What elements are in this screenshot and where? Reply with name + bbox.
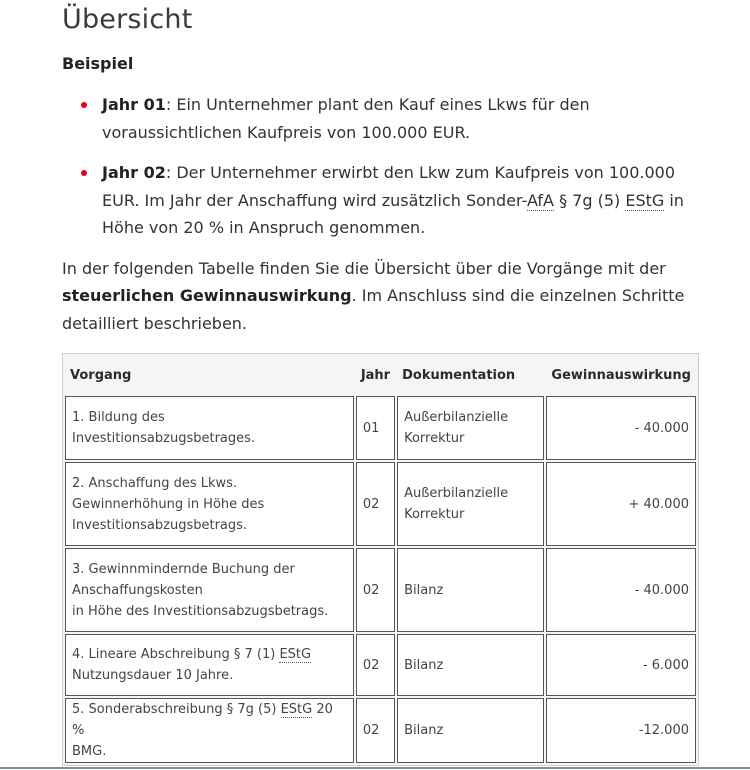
main-content	[62, 0, 702, 353]
table-row	[65, 462, 696, 546]
intro-paragraph	[62, 255, 702, 338]
abbr-estg[interactable]: EStG	[280, 702, 313, 717]
bullet-dot-icon	[81, 102, 87, 108]
cell-jahr: 02	[356, 634, 395, 696]
cell-dokumentation: Bilanz	[397, 548, 544, 632]
cell-dokumentation: Außerbilanzielle Korrektur	[397, 462, 544, 546]
intro-text: In der folgenden Tabelle finden Sie die Übersicht über die Vorgänge mit der	[62, 258, 666, 278]
cell-dokumentation: Bilanz	[397, 698, 544, 763]
cell-vorgang: 2. Anschaffung des Lkws. Gewinnerhöhung in Höhe des Investitionsabzugsbetrags.	[65, 462, 354, 546]
abbr-afa[interactable]: AfA	[527, 190, 554, 210]
list-item	[62, 91, 702, 146]
cell-gewinnauswirkung: - 6.000	[546, 634, 696, 696]
list-item-year: Jahr 01	[102, 95, 166, 114]
cell-jahr: 02	[356, 698, 395, 763]
overview-table	[62, 353, 699, 766]
bottom-divider	[0, 767, 750, 769]
intro-bold: steuerlichen Gewinnauswirkung	[62, 286, 352, 305]
column-header-jahr: Jahr	[356, 356, 395, 394]
table-row	[65, 634, 696, 696]
cell-jahr: 02	[356, 548, 395, 632]
cell-vorgang: 5. Sonderabschreibung § 7g (5) EStG 20 % BMG.	[65, 698, 354, 763]
column-header-vorgang: Vorgang	[65, 356, 354, 394]
cell-gewinnauswirkung: - 40.000	[546, 548, 696, 632]
cell-vorgang: 3. Gewinnmindernde Buchung der Anschaffungskosten in Höhe des Investitionsabzugsbetrags.	[65, 548, 354, 632]
table-row	[65, 698, 696, 763]
example-list	[62, 91, 702, 242]
table-row	[65, 548, 696, 632]
bullet-dot-icon	[81, 170, 87, 176]
abbr-estg[interactable]: EStG	[625, 190, 665, 210]
cell-vorgang: 1. Bildung des Investitionsabzugsbetrages.	[65, 396, 354, 460]
section-label: Beispiel	[62, 54, 134, 73]
list-item-text: § 7g (5)	[553, 190, 626, 210]
cell-gewinnauswirkung: -12.000	[546, 698, 696, 763]
table-row	[65, 396, 696, 460]
table-header-row	[65, 356, 696, 394]
list-item	[62, 159, 702, 242]
column-header-dokumentation: Dokumentation	[397, 356, 544, 394]
cell-jahr: 02	[356, 462, 395, 546]
intro-text: . Im Anschluss sind die einzelnen Schritte detailliert beschrieben.	[62, 286, 685, 333]
list-item-year: Jahr 02	[102, 163, 166, 182]
cell-dokumentation: Bilanz	[397, 634, 544, 696]
list-item-text: : Der Unternehmer erwirbt den Lkw zum Kaufpreis von 100.000 EUR. Im Jahr der Anschaffung wird zusätzlich Sonder-	[102, 163, 676, 210]
cell-jahr: 01	[356, 396, 395, 460]
cell-vorgang: 4. Lineare Abschreibung § 7 (1) EStG Nutzungsdauer 10 Jahre.	[65, 634, 354, 696]
page-title: Übersicht	[62, 4, 193, 35]
cell-gewinnauswirkung: - 40.000	[546, 396, 696, 460]
cell-dokumentation: Außerbilanzielle Korrektur	[397, 396, 544, 460]
column-header-gewinnauswirkung: Gewinnauswirkung	[546, 356, 696, 394]
abbr-estg[interactable]: EStG	[279, 647, 312, 662]
cell-gewinnauswirkung: + 40.000	[546, 462, 696, 546]
list-item-text: : Ein Unternehmer plant den Kauf eines Lkws für den voraussichtlichen Kaufpreis von 100.000 EUR.	[102, 95, 590, 142]
list-item-text: in Höhe von 20 % in Anspruch genommen.	[102, 190, 684, 237]
